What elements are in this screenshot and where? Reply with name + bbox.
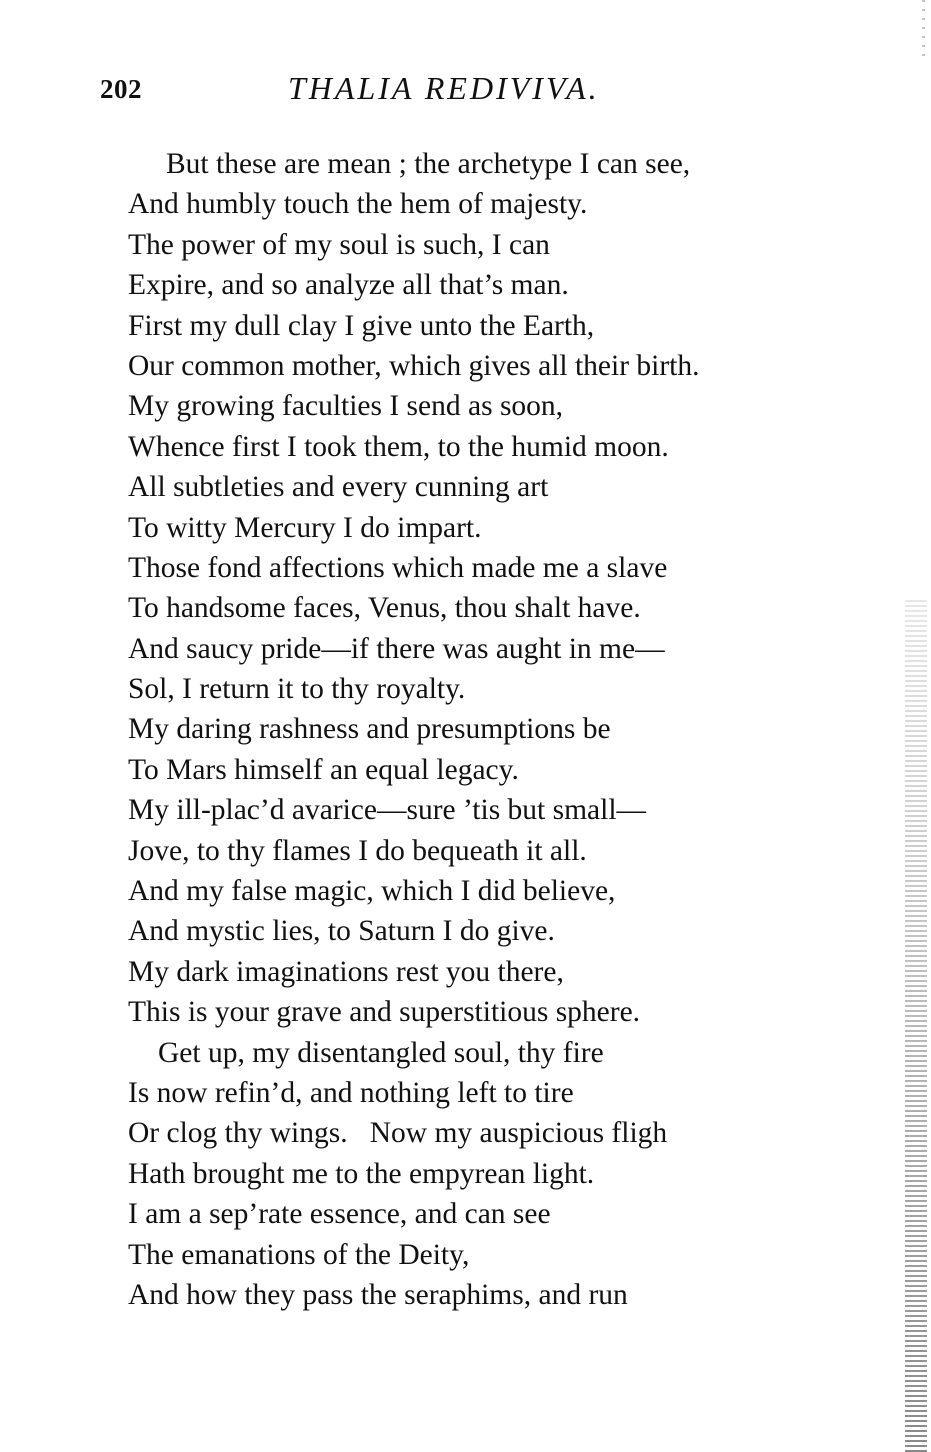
- poem-line: And mystic lies, to Saturn I do give.: [128, 915, 555, 948]
- poem-line: Hath brought me to the empyrean light.: [128, 1157, 595, 1190]
- poem-line: Sol, I return it to thy royalty.: [128, 673, 466, 706]
- poem-line: My ill-plac’d avarice—sure ’tis but small—: [128, 794, 647, 827]
- poem-line: The emanations of the Deity,: [128, 1238, 470, 1271]
- poem-line: To witty Mercury I do impart.: [128, 511, 482, 544]
- poem-line: To handsome faces, Venus, thou shalt have.: [128, 592, 641, 625]
- poem-line: And my false magic, which I did believe,: [128, 875, 616, 908]
- poem-line: To Mars himself an equal legacy.: [128, 753, 519, 786]
- running-title: THALIA REDIVIVA.: [288, 70, 600, 106]
- poem-line: This is your grave and superstitious sphere.: [128, 996, 641, 1029]
- poem-line: First my dull clay I give unto the Earth,: [128, 309, 595, 342]
- poem-line: And humbly touch the hem of majesty.: [128, 188, 588, 221]
- page-number: 202: [100, 74, 142, 104]
- poem-line: Our common mother, which gives all their birth.: [128, 349, 700, 382]
- poem-line: Whence first I took them, to the humid moon.: [128, 430, 669, 463]
- poem-line: The power of my soul is such, I can: [128, 228, 550, 261]
- poem-line: I am a sep’rate essence, and can see: [128, 1198, 551, 1231]
- poem-text: [128, 144, 848, 1315]
- poem-line: Get up, my disentangled soul, thy fire: [158, 1036, 604, 1069]
- poem-line: My daring rashness and presumptions be: [128, 713, 611, 746]
- page-edge-shadow-top: [922, 0, 925, 60]
- poem-line: Expire, and so analyze all that’s man.: [128, 269, 569, 302]
- poem-line: Is now refin’d, and nothing left to tire: [128, 1076, 574, 1109]
- poem-line: My growing faculties I send as soon,: [128, 390, 564, 423]
- poem-line: Those fond affections which made me a slave: [128, 551, 668, 584]
- poem-line: But these are mean ; the archetype I can see,: [166, 148, 691, 180]
- poem-line: Jove, to thy flames I do bequeath it all.: [128, 834, 587, 867]
- page-edge-shadow: [905, 600, 927, 1452]
- poem-line: All subtleties and every cunning art: [128, 471, 549, 504]
- poem-line: And how they pass the seraphims, and run: [128, 1278, 628, 1311]
- poem-line: And saucy pride—if there was aught in me—: [128, 632, 665, 665]
- page-header: [100, 70, 800, 110]
- poem-line: Or clog thy wings. Now my auspicious fligh: [128, 1117, 668, 1150]
- poem-line: My dark imaginations rest you there,: [128, 955, 564, 988]
